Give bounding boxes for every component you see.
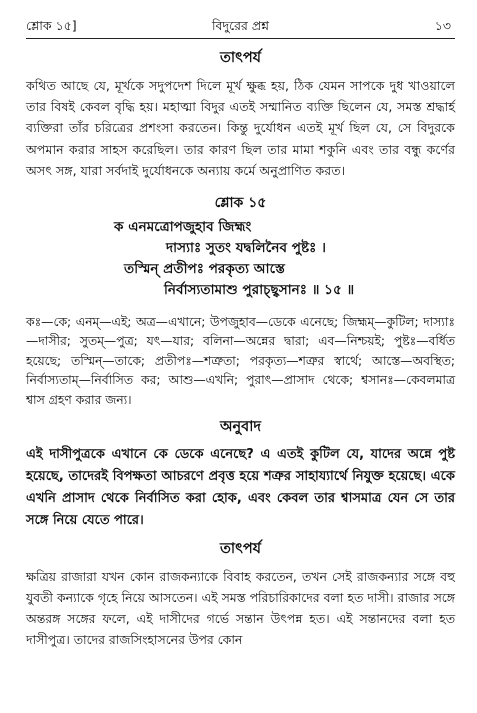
header-rule bbox=[26, 38, 455, 39]
shloka-heading: শ্লোক ১৫ bbox=[214, 195, 267, 212]
page-number: ১৩ bbox=[434, 18, 451, 33]
purport-paragraph-2: ক্ষত্রিয় রাজারা যখন কোন রাজকন্যাকে বিবাহ করতেন, তখন সেই রাজকন্যার সঙ্গে বহু যুবতী কন্যাকে গৃহে নিয়ে আসতেন। এই সমস্ত পরিচারিকাদের বলা হত দাসী। রাজার সঙ্গে অন্তরঙ্গ সঙ্গের ফলে, এই দাসীদের গর্ভে সন্তান উৎপন্ন হত। এই সন্তানদের বলা হত দাসীপুত্র। তাদের রাজসিংহাসনের উপর কোন bbox=[26, 569, 455, 648]
purport-paragraph: কথিত আছে যে, মূর্খকে সদুপদেশ দিলে মূর্খ ক্ষুব্ধ হয়, ঠিক যেমন সাপকে দুধ খাওয়ালে তার বিষই কেবল বৃদ্ধি হয়। মহাত্মা বিদুর এতই সম্মানিত ব্যক্তি ছিলেন যে, সমস্ত শ্রদ্ধার্হ ব্যক্তিরা তাঁর চরিত্রের প্রশংসা করতেন। কিন্তু দুর্যোধন এতই মূর্খ ছিল যে, সে বিদুরকে অপমান করার সাহস করেছিল। তার কারণ ছিল তার মামা শকুনি এবং তার বন্ধু কর্ণের অসৎ সঙ্গ, যারা সর্বদাই দুর্যোধনকে অন্যায় কর্মে অনুপ্রাণিত করত। bbox=[26, 78, 455, 178]
translation-paragraph: এই দাসীপুত্রকে এখানে কে ডেকে এনেছে? এ এতই কুটিল যে, যাদের অন্নে পুষ্ট হয়েছে, তাদেরই বিপক্ষতা আচরণে প্রবৃত্ত হয়ে শত্রুর সাহায্যার্থে নিযুক্ত হয়েছে। একে এখনি প্রাসাদ থেকে নির্বাসিত করা হোক, এবং কেবল তার শ্বাসমাত্র যেন সে তার সঙ্গে নিয়ে যেতে পারে। bbox=[26, 447, 455, 529]
translation-heading: অনুবাদ bbox=[219, 419, 262, 436]
verse-line: ক এনমত্রোপজুহাব জিহ্মং bbox=[114, 219, 252, 236]
word-meanings: কঃ—কে; এনম্—এই; অত্র—এখানে; উপজুহাব—ডেকে এনেছে; জিহ্মম্—কুটিল; দাস্যাঃ—দাসীর; সুতম্—পুত্র; যৎ—যার; বলিনা—অন্নের দ্বারা; এব—নিশ্চয়ই; পুষ্টঃ—বর্ধিত হয়েছে; তস্মিন্—তাকে; প্রতীপঃ—শত্রুতা; পরকৃত্য—শত্রুর স্বার্থে; আস্তে—অবস্থিত; নির্বাস্যতাম্—নির্বাসিত কর; আশু—এখনি; পুরাৎ—প্রাসাদ থেকে; শ্বসানঃ—কেবলমাত্র শ্বাস গ্রহণ করার জন্য। bbox=[26, 315, 455, 407]
verse-line: নির্বাস্যতামাশু পুরাচ্ছ্বসানঃ ॥ ১৫ ॥ bbox=[164, 282, 355, 299]
page-header bbox=[26, 14, 455, 38]
verse-line: তস্মিন্ প্রতীপঃ পরকৃত্য আস্তে bbox=[124, 261, 285, 278]
purport-heading-2: তাৎপর্য bbox=[219, 541, 262, 558]
verse-line: দাস্যাঃ সুতং যদ্বলিনৈব পুষ্টঃ । bbox=[166, 240, 326, 257]
chapter-title: বিদুরের প্রশ্ন bbox=[211, 18, 270, 33]
verse-reference: শ্লোক ১৫] bbox=[26, 18, 77, 33]
purport-heading: তাৎপর্য bbox=[219, 50, 262, 66]
